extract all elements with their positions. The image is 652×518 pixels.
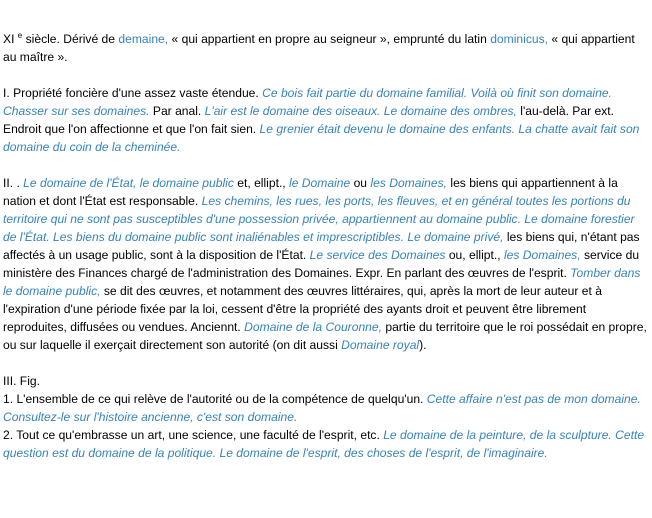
definition-text: et, ellipt.,: [233, 176, 290, 190]
sense-3-paragraph: [3, 372, 648, 462]
etymology-term: dominicus,: [490, 32, 548, 46]
definition-text: Par anal.: [149, 104, 205, 118]
example-text: L'air est le domaine des oiseaux. Le domaine des ombres,: [204, 104, 517, 118]
sense-1-paragraph: [3, 84, 648, 156]
example-text: Le service des Domaines: [309, 248, 446, 262]
example-text: Le grenier était devenu le domaine des enfants. La chatte avait fait son domaine du coin de la cheminée.: [3, 122, 640, 154]
definition-text: service du ministère des Finances chargé de l'administration des Domaines. Expr. En parlant des œuvres de l'esprit.: [3, 248, 640, 280]
definition-text: ou: [350, 176, 371, 190]
definition-text: 1. L'ensemble de ce qui relève de l'autorité ou de la compétence de quelqu'un.: [3, 392, 427, 406]
definition-text: les biens qui, n'étant pas affectés à un usage public, sont à la disposition de l'État.: [3, 230, 640, 262]
example-text: Domaine de la Couronne,: [244, 320, 382, 334]
example-text: Le domaine de la peinture, de la sculpture. Cette question est du domaine de la politique. Le domaine de l'esprit, des choses de l'esprit, de l'imaginaire.: [3, 428, 645, 460]
definition-text: les biens qui appartiennent à la nation et dont l'État est responsable.: [3, 176, 618, 208]
definition-text: 2. Tout ce qu'embrasse un art, une science, une faculté de l'esprit, etc.: [3, 428, 384, 442]
example-text: Domaine royal: [341, 338, 420, 352]
definition-text: I. Propriété foncière d'une assez vaste étendue.: [3, 86, 263, 100]
example-text: Le domaine de l'État, le domaine public: [23, 176, 234, 190]
etymology-text: siècle. Dérivé de: [22, 32, 119, 46]
sense-2-paragraph: [3, 174, 648, 354]
example-text: les Domaines,: [370, 176, 448, 190]
sense-heading: III. Fig.: [3, 374, 40, 388]
example-text: Les chemins, les rues, les ports, les fleuves, et en général toutes les portions du territoire qui ne sont pas susceptibles d'une possession privée, appartiennent au domaine public. Le domaine forestier de l'État. Les biens du domaine public sont inaliénables et imprescriptibles. Le domaine privé,: [3, 194, 635, 244]
example-text: le Domaine: [289, 176, 351, 190]
example-text: Ce bois fait partie du domaine familial. Voilà où finit son domaine. Chasser sur ses domaines.: [3, 86, 612, 118]
etymology-text: « qui appartient en propre au seigneur », emprunté du latin: [168, 32, 491, 46]
example-text: Cette affaire n'est pas de mon domaine. Consultez-le sur l'histoire ancienne, c'est son domaine.: [3, 392, 641, 424]
definition-content: [3, 30, 648, 480]
etymology-paragraph: [3, 30, 648, 66]
example-text: Tomber dans le domaine public,: [3, 266, 641, 298]
etymology-text: XI: [3, 32, 18, 46]
century-superscript: e: [17, 30, 23, 40]
definition-text: ou, ellipt.,: [445, 248, 504, 262]
etymology-term: demaine,: [118, 32, 169, 46]
definition-text: se dit des œuvres, et notamment des œuvres littéraires, qui, après la mort de leur auteur et à l'expiration d'une période fixée par la loi, cessent d'être la propriété des ayants droit et peuvent être librement reproduites, diffusées ou vendues. Anciennt.: [3, 284, 602, 334]
example-text: les Domaines,: [503, 248, 581, 262]
definition-text: partie du territoire que le roi possédait en propre, ou sur laquelle il exerçait directement son autorité (on dit aussi: [3, 320, 647, 352]
definition-text: l'au-delà. Par ext. Endroit que l'on affectionne et que l'on fait sien.: [3, 104, 614, 136]
definition-text: ).: [419, 338, 427, 352]
definition-text: II. .: [3, 176, 24, 190]
etymology-text: « qui appartient au maître ».: [3, 32, 635, 64]
